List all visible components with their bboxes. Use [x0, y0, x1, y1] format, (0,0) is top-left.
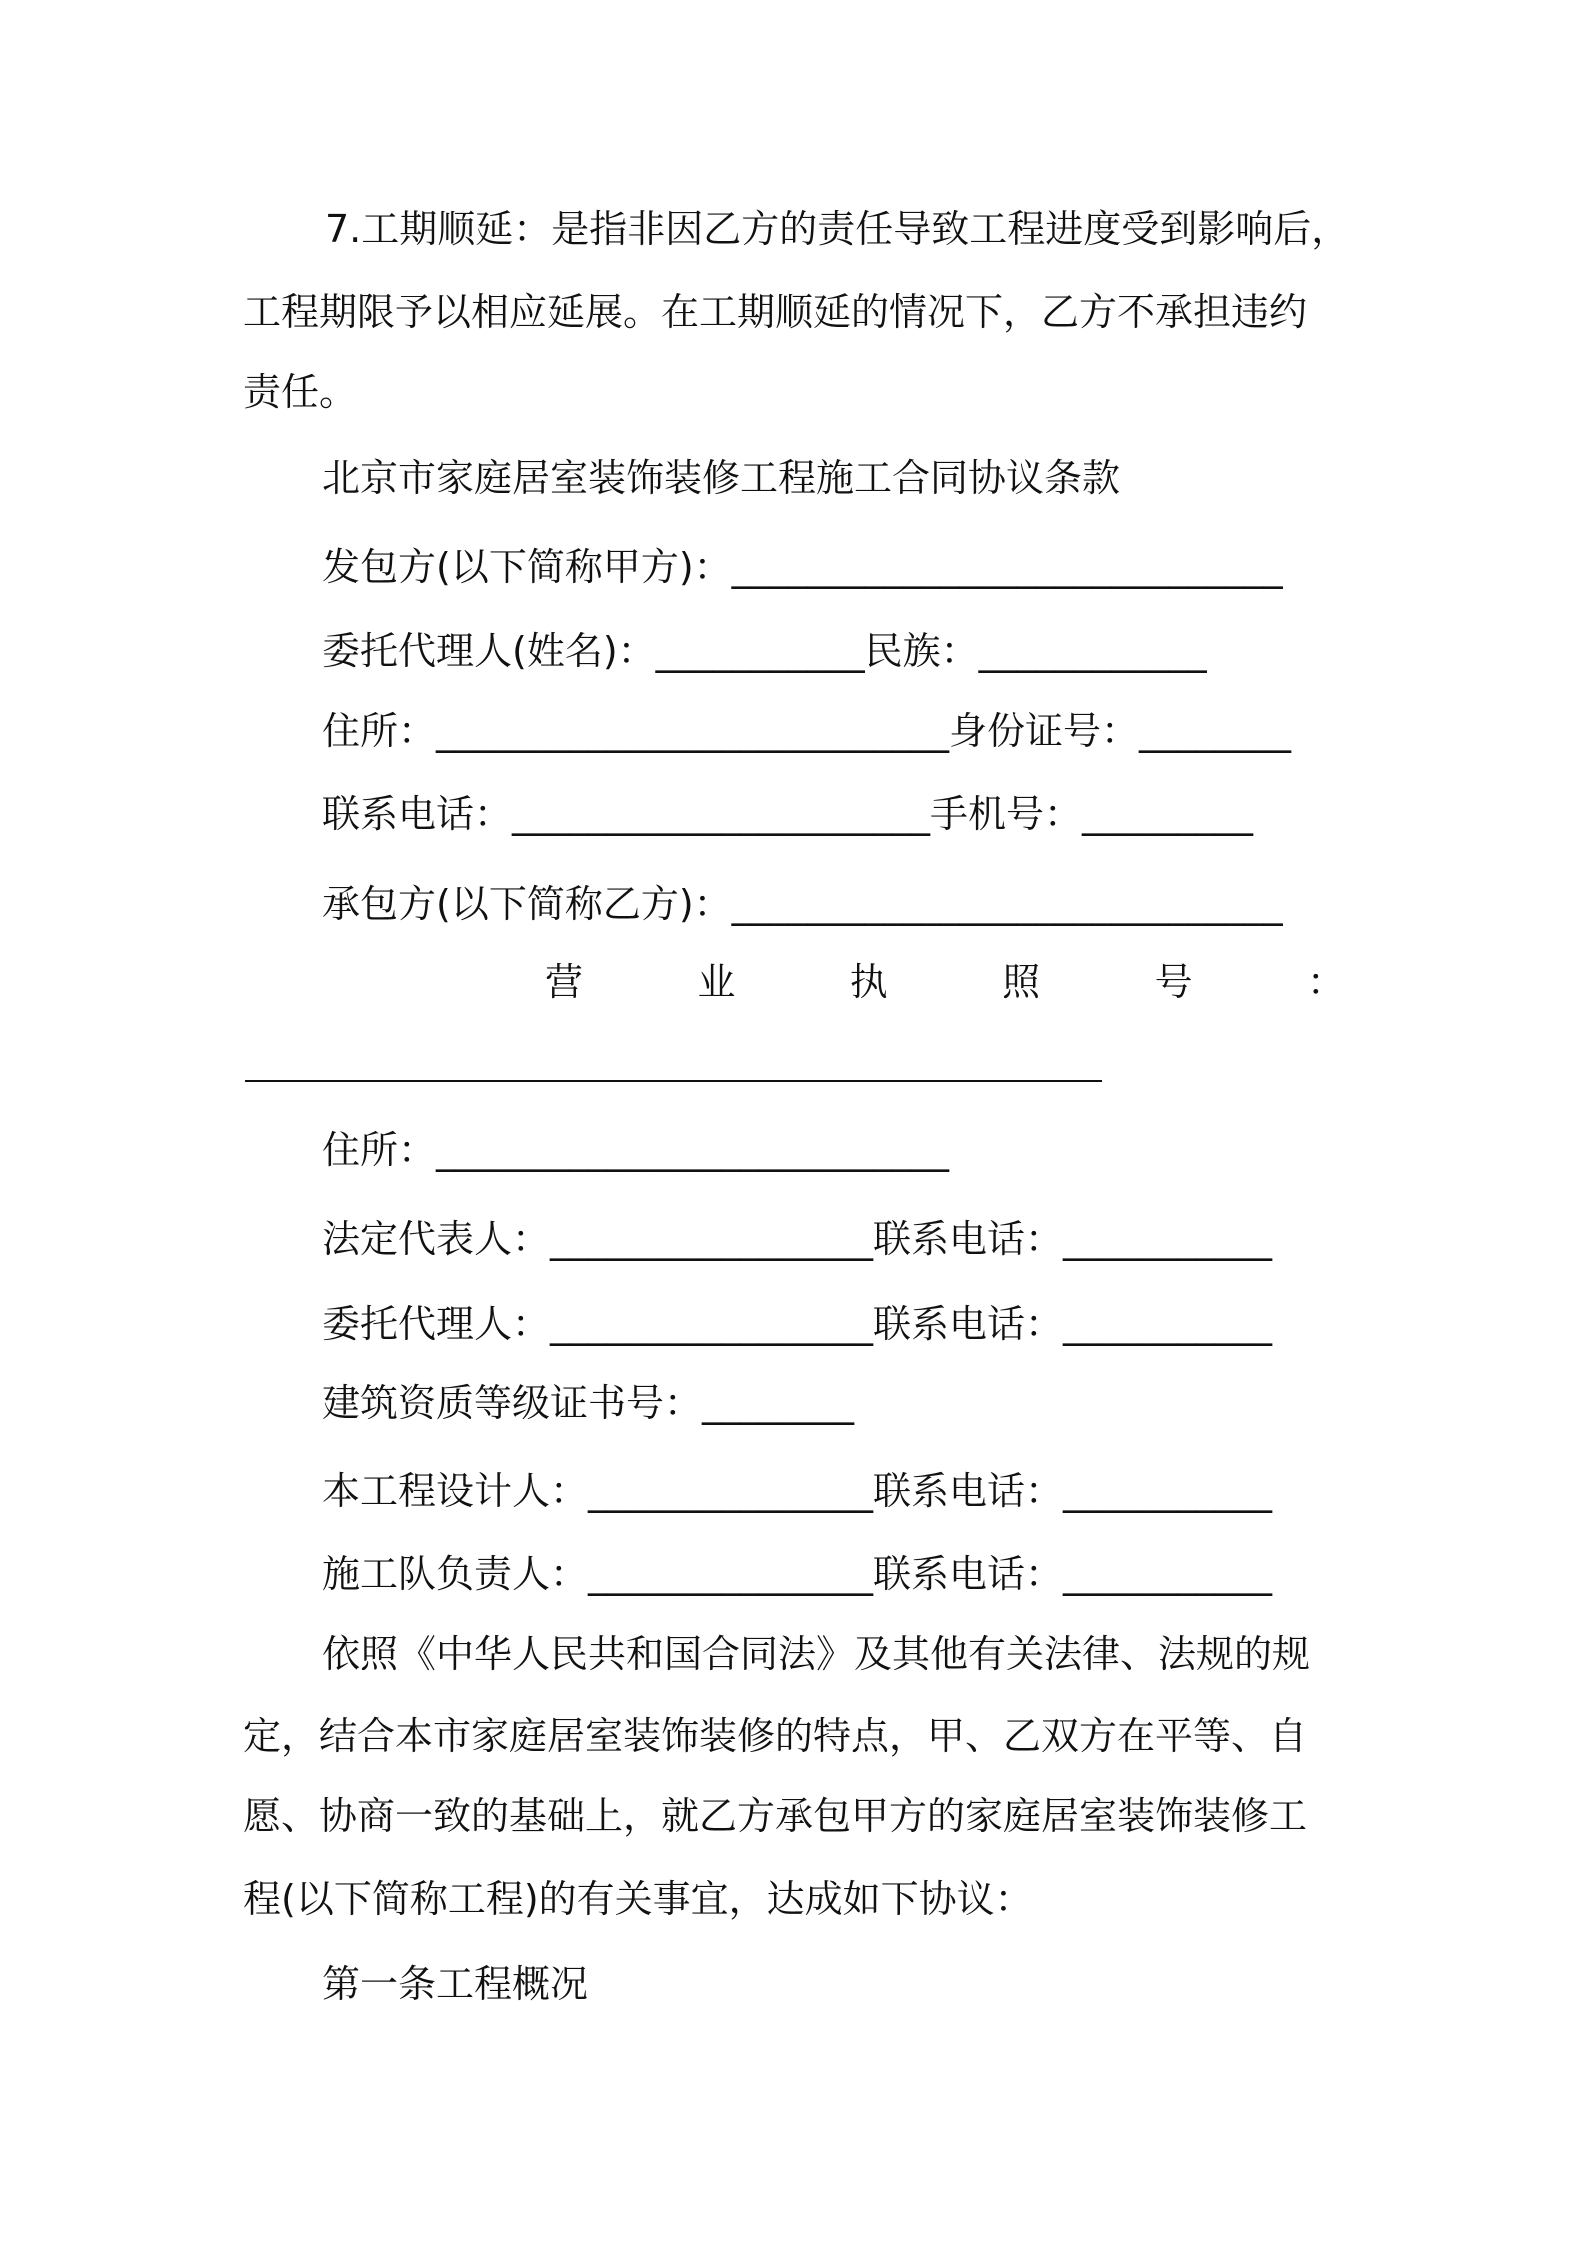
- license-char: 号: [1154, 960, 1193, 1004]
- license-char: ：: [1306, 960, 1345, 1004]
- license-blank-line: [245, 1080, 1102, 1082]
- field-team-leader: 施工队负责人：_______________联系电话：___________: [322, 1552, 1273, 1596]
- paragraph-line: 工程期限予以相应延展。在工期顺延的情况下，乙方不承担违约: [243, 290, 1308, 334]
- license-char: 照: [1002, 960, 1041, 1004]
- paragraph-line: 定，结合本市家庭居室装饰装修的特点，甲、乙双方在平等、自: [243, 1714, 1308, 1758]
- paragraph-line: 愿、协商一致的基础上，就乙方承包甲方的家庭居室装饰装修工: [243, 1794, 1308, 1838]
- field-contractor-address: 住所：___________________________: [322, 1128, 950, 1172]
- license-char: 执: [849, 960, 888, 1004]
- business-license-label: [545, 958, 1345, 1006]
- contract-title: 北京市家庭居室装饰装修工程施工合同协议条款: [322, 456, 1121, 500]
- paragraph-line: 责任。: [243, 370, 358, 414]
- field-qualification-cert: 建筑资质等级证书号：________: [322, 1381, 855, 1425]
- field-address-id: 住所：___________________________身份证号：________: [322, 709, 1292, 753]
- field-employer: 发包方(以下简称甲方)：_____________________________: [322, 545, 1283, 589]
- field-legal-rep: 法定代表人：_________________联系电话：___________: [322, 1217, 1273, 1261]
- license-char: 业: [697, 960, 736, 1004]
- paragraph-line: 程(以下简称工程)的有关事宜，达成如下协议：: [243, 1877, 1033, 1921]
- field-agent-ethnicity: 委托代理人(姓名)：___________民族：____________: [322, 629, 1207, 673]
- license-char: 营: [545, 960, 584, 1004]
- paragraph-line: 7.工期顺延：是指非因乙方的责任导致工程进度受到影响后，: [325, 207, 1350, 251]
- paragraph-line: 依照《中华人民共和国合同法》及其他有关法律、法规的规: [322, 1632, 1311, 1676]
- field-contractor: 承包方(以下简称乙方)：_____________________________: [322, 882, 1283, 926]
- field-designer: 本工程设计人：_______________联系电话：___________: [322, 1469, 1273, 1513]
- section-heading: 第一条工程概况: [322, 1962, 589, 2006]
- field-contractor-agent: 委托代理人：_________________联系电话：___________: [322, 1302, 1273, 1346]
- field-phone-mobile: 联系电话：______________________手机号：_________: [322, 792, 1254, 836]
